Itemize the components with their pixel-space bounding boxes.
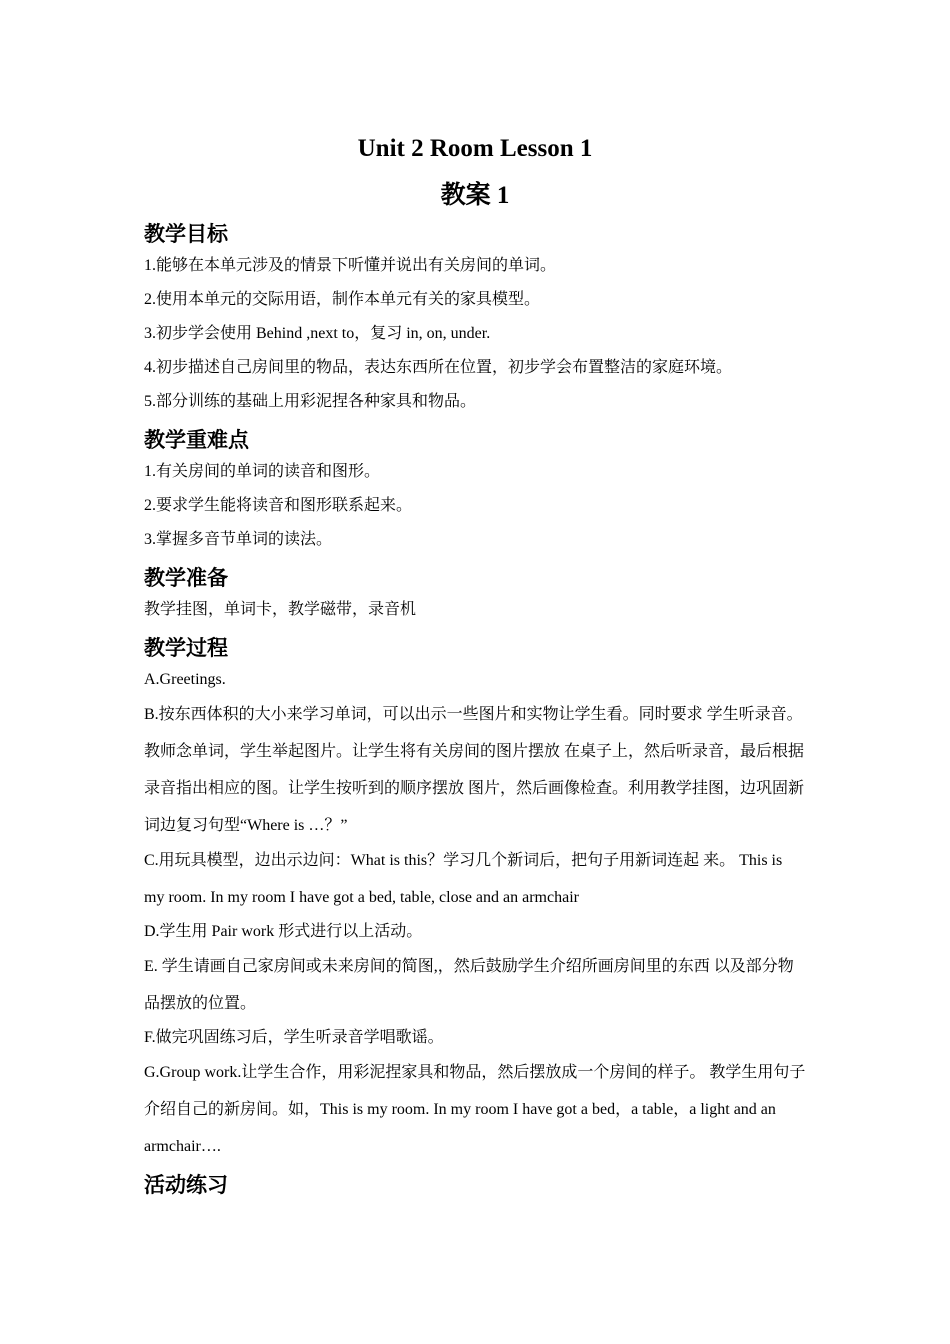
section-heading: 教学重难点 [144,428,249,452]
process-step-g: G.Group work.让学生合作，用彩泥捏家具和物品，然后摆放成一个房间的样子。 教学生用句子介绍自己的新房间。如，This is my room. In my room I have got a bed，a table，a light and an armchair…. [144,1064,806,1155]
section-heading: 教学目标 [144,222,228,246]
section-teaching-objectives [144,219,806,413]
section-heading: 活动练习 [144,1173,228,1197]
section-heading: 教学准备 [144,566,228,590]
process-step-c: C.用玩具模型，边出示边问：What is this？学习几个新词后，把句子用新词连起 来。 This is my room. In my room I have got a bed, table, close and an armchair [144,852,783,906]
objective-item: 1.能够在本单元涉及的情景下听懂并说出有关房间的单词。 [144,257,557,274]
document-subtitle: 教案 1 [440,182,510,209]
section-heading: 教学过程 [144,636,228,660]
process-step-a: A.Greetings. [144,671,226,688]
difficulty-item: 3.掌握多音节单词的读法。 [144,531,333,548]
process-step-d: D.学生用 Pair work 形式进行以上活动。 [144,923,423,940]
section-teaching-process [144,633,806,1165]
section-preparation [144,563,806,621]
objective-item: 2.使用本单元的交际用语，制作本单元有关的家具模型。 [144,291,541,308]
objective-item: 5.部分训练的基础上用彩泥捏各种家具和物品。 [144,393,477,410]
difficulty-item: 2.要求学生能将读音和图形联系起来。 [144,497,413,514]
section-activities [144,1170,806,1200]
difficulty-item: 1.有关房间的单词的读音和图形。 [144,463,381,480]
process-step-e: E. 学生请画自己家房间或未来房间的简图,，然后鼓励学生介绍所画房间里的东西 以及部分物品摆放的位置。 [144,958,794,1012]
document-page [144,130,806,1206]
document-title: Unit 2 Room Lesson 1 [357,135,593,162]
objective-item: 4.初步描述自己房间里的物品，表达东西所在位置，初步学会布置整洁的家庭环境。 [144,359,733,376]
process-step-f: F.做完巩固练习后，学生听录音学唱歌谣。 [144,1029,444,1046]
section-key-difficulties [144,425,806,551]
process-step-b: B.按东西体积的大小来学习单词，可以出示一些图片和实物让学生看。同时要求 学生听录音。教师念单词，学生举起图片。让学生将有关房间的图片摆放 在桌子上，然后听录音，最后根据录音指出相应的图。让学生按听到的顺序摆放 图片，然后画像检查。利用教学挂图，边巩固新词边复习句型“Where is …？” [144,706,805,834]
objective-item: 3.初步学会使用 Behind ,next to，复习 in, on, under. [144,325,491,342]
preparation-item: 教学挂图，单词卡，教学磁带，录音机 [144,601,417,618]
